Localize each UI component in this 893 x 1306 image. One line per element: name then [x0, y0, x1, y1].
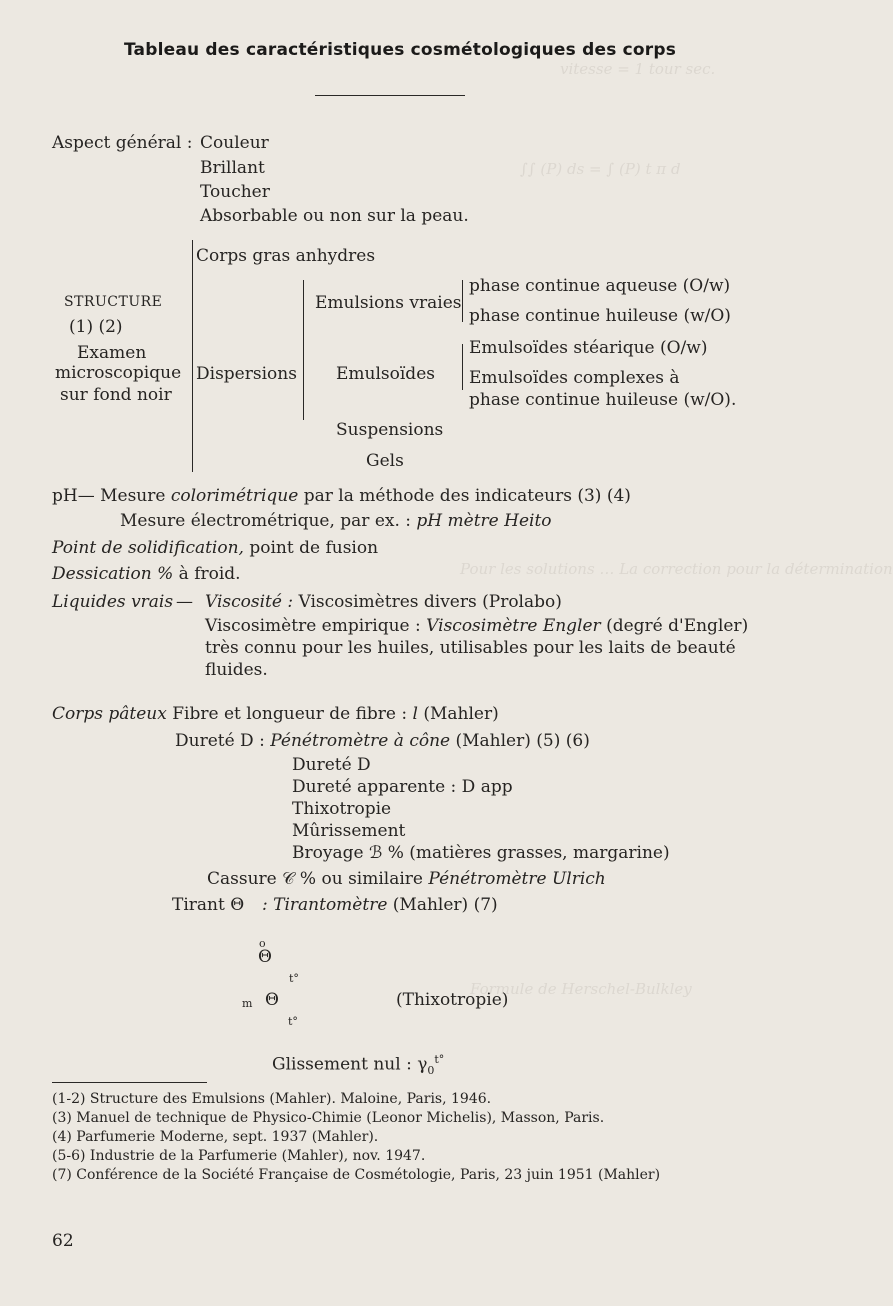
dessication-line — [52, 564, 241, 584]
structure-refs: (1) (2) — [69, 317, 123, 337]
durete-sub-item: Thixotropie — [292, 799, 392, 819]
glissement-sup: t° — [434, 1053, 445, 1066]
structure-exam: sur fond noir — [60, 385, 172, 405]
phase-huileuse: phase continue huileuse (w/O) — [469, 306, 731, 326]
solidification-line — [52, 538, 378, 558]
glissement-label: Glissement nul : γ — [272, 1054, 428, 1075]
pateux-fibre-l: l — [412, 704, 418, 724]
page-title: Tableau des caractéristiques cosmétologiques des corps — [123, 40, 677, 60]
degre-engler: (degré d'Engler) — [606, 616, 749, 636]
emulsoides-stearique: Emulsoïdes stéarique (O/w) — [469, 338, 708, 358]
durete-sub-item: Broyage ℬ % (matières grasses, margarine) — [292, 843, 670, 863]
footnote: (1-2) Structure des Emulsions (Mahler). Maloine, Paris, 1946. — [52, 1091, 492, 1107]
durete-sub-item: Dureté D — [292, 755, 371, 775]
liquides-line-1 — [205, 592, 562, 612]
footnote-rule — [52, 1082, 207, 1083]
aspect-item: Absorbable ou non sur la peau. — [200, 206, 469, 226]
emulsoides-complexes: Emulsoïdes complexes à — [469, 368, 680, 388]
formula-theta: Θ — [265, 990, 279, 1010]
dispersions: Dispersions — [196, 364, 297, 384]
dispersions-bracket — [303, 280, 304, 420]
ph-rest: par la méthode des indicateurs (3) (4) — [303, 486, 631, 506]
cassure-line — [207, 869, 606, 889]
tirant-label: Tirant Θ — [172, 895, 245, 915]
emulsoides-bracket — [462, 344, 463, 390]
tirant-refs: (Mahler) (7) — [392, 895, 498, 915]
structure-label: STRUCTURE — [64, 294, 163, 310]
durete-sub-item: Mûrissement — [292, 821, 406, 841]
penetrometre-cone: Pénétromètre à cône — [270, 731, 451, 751]
ph-line — [52, 486, 631, 506]
ph-line-2 — [120, 511, 552, 531]
glissement-sub: 0 — [427, 1064, 435, 1078]
bleed-through-text: vitesse = 1 tour sec. — [560, 60, 716, 78]
corps-gras: Corps gras anhydres — [196, 246, 376, 266]
penetrometre-ulrich: Pénétromètre Ulrich — [428, 869, 606, 889]
ph-electrometrique: Mesure électrométrique, par ex. : — [120, 511, 412, 531]
ph-prefix: pH— Mesure — [52, 486, 166, 506]
pateux-line — [52, 704, 499, 724]
pateux-fibre: Fibre et longueur de fibre : — [172, 704, 408, 724]
dessication-label: Dessication % — [52, 564, 174, 584]
footnote: (4) Parfumerie Moderne, sept. 1937 (Mahler). — [52, 1129, 379, 1145]
liquides-line-4: fluides. — [205, 660, 268, 680]
durete-line — [175, 731, 590, 751]
dessication-rest: à froid. — [178, 564, 241, 584]
formula-thixotropie: (Thixotropie) — [396, 990, 509, 1010]
liquides-line-3: très connu pour les huiles, utilisables pour les laits de beauté — [205, 638, 736, 658]
pateux-fibre-rest: (Mahler) — [423, 704, 499, 724]
suspensions: Suspensions — [336, 420, 444, 440]
aspect-label: Aspect général : — [52, 133, 193, 153]
viscosimetre-engler: Viscosimètre Engler — [426, 616, 601, 636]
liquides-label: Liquides vrais — [52, 592, 174, 612]
viscosimetres-divers: Viscosimètres divers (Prolabo) — [298, 592, 562, 612]
cassure-label: Cassure 𝒞 % ou similaire — [207, 869, 423, 889]
bleed-through-formula: ∫∫ (P) ds = ∫ (P) t π d — [520, 160, 681, 178]
tirantometre: : Tirantomètre — [262, 895, 388, 915]
pateux-label: Corps pâteux — [52, 704, 167, 724]
structure-exam: Examen — [77, 343, 147, 363]
structure-bracket — [192, 240, 193, 472]
tirant-line — [262, 895, 498, 915]
durete-sub-item: Dureté apparente : D app — [292, 777, 513, 797]
solidification-label: Point de solidification, — [52, 538, 244, 558]
emulsoides: Emulsoïdes — [336, 364, 435, 384]
footnote: (3) Manuel de technique de Physico-Chimie (Leonor Michelis), Masson, Paris. — [52, 1110, 605, 1126]
formula-theta: Θ — [258, 947, 272, 967]
formula-sup-zero: o — [259, 937, 266, 950]
emulsoides-complexes: phase continue huileuse (w/O). — [469, 390, 737, 410]
gels: Gels — [366, 451, 404, 471]
solidification-rest: point de fusion — [249, 538, 379, 558]
ph-metre: pH mètre Heito — [416, 511, 552, 531]
aspect-item: Brillant — [200, 158, 265, 178]
viscosite-label: Viscosité : — [205, 592, 294, 612]
formula-m: m — [242, 997, 253, 1010]
ph-colorimetrique: colorimétrique — [170, 486, 299, 506]
bleed-through-text-2: Pour les solutions … La correction pour la détermination — [460, 560, 893, 578]
formula-t-degree: t° — [288, 1015, 298, 1028]
title-underline — [315, 95, 465, 96]
structure-exam: microscopique — [55, 363, 182, 383]
viscosimetre-empirique: Viscosimètre empirique : — [205, 616, 421, 636]
durete-label: Dureté D : — [175, 731, 265, 751]
durete-refs: (Mahler) (5) (6) — [455, 731, 590, 751]
aspect-item: Couleur — [200, 133, 269, 153]
phase-aqueuse: phase continue aqueuse (O/w) — [469, 276, 731, 296]
aspect-item: Toucher — [200, 182, 270, 202]
page-number: 62 — [52, 1231, 74, 1251]
footnote: (7) Conférence de la Société Française de Cosmétologie, Paris, 23 juin 1951 (Mahler) — [52, 1167, 661, 1183]
formula-t-degree: t° — [289, 972, 299, 985]
liquides-line-2 — [205, 616, 748, 636]
emulsions-vraies: Emulsions vraies — [315, 293, 462, 313]
emulsions-bracket — [462, 280, 463, 322]
footnote: (5-6) Industrie de la Parfumerie (Mahler), nov. 1947. — [52, 1148, 426, 1164]
bleed-through-text-3: Formule de Herschel-Bulkley — [470, 980, 692, 998]
glissement-line — [272, 1050, 444, 1081]
liquides-dash: — — [176, 592, 193, 612]
